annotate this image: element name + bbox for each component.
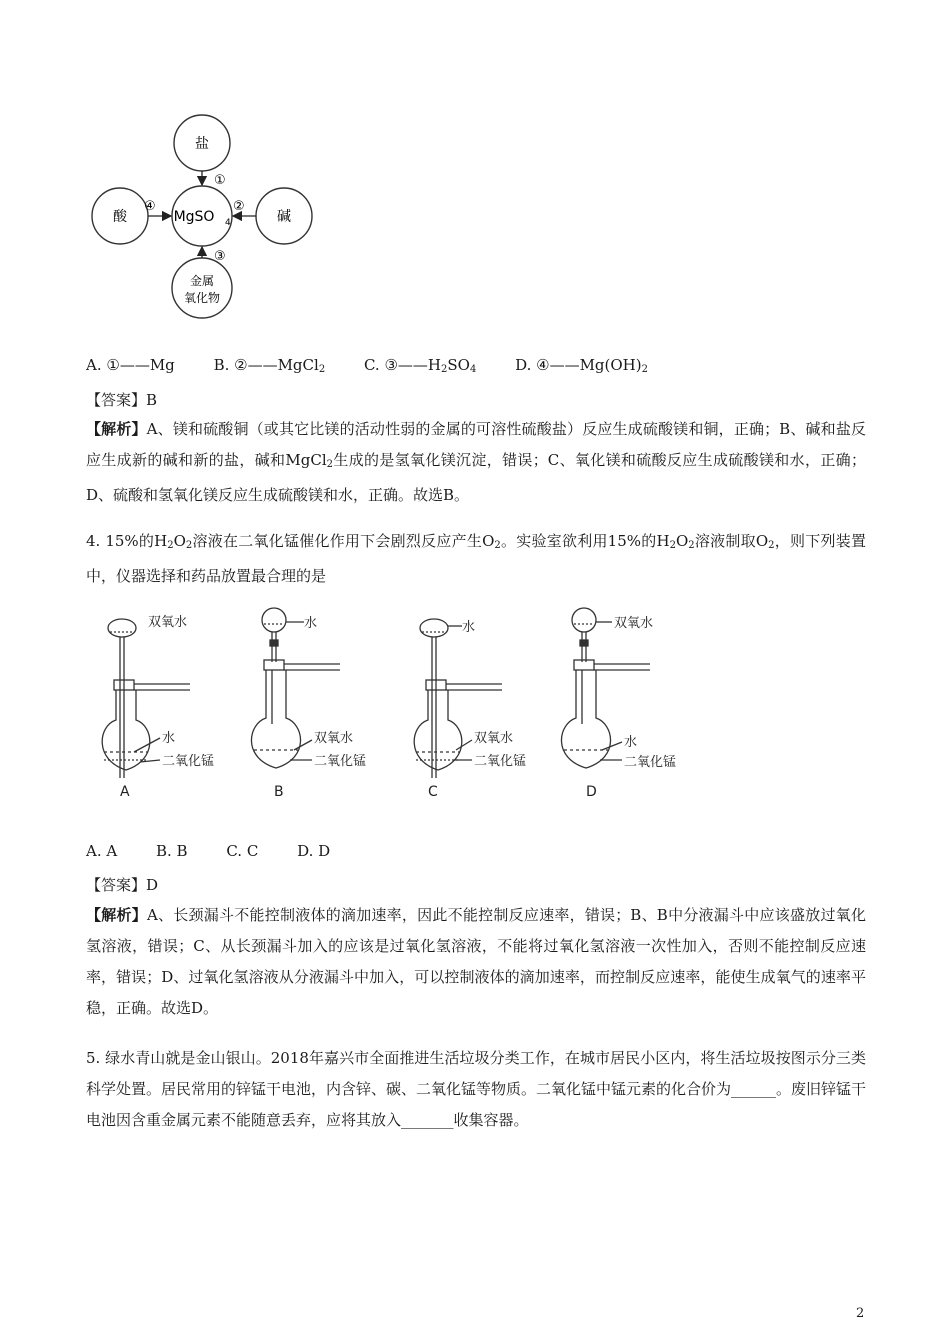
q4-answer	[86, 874, 158, 895]
answer-label: 【答案】	[86, 391, 147, 409]
q3-option-b: B. ②——MgCl$_2$	[213, 356, 326, 375]
center-subscript: 4	[225, 218, 231, 228]
apparatus-a-letter: A	[120, 784, 130, 800]
q3-option-c: C. $③——H_2SO_4$	[363, 356, 477, 375]
apparatus-b-top-label: 水	[304, 616, 318, 631]
apparatus-c-top-label: 水	[462, 620, 476, 635]
q4-analysis: 【解析】A、长颈漏斗不能控制液体的滴加速率，因此不能控制反应速率，错误；B、B中分液漏斗中应该盛放过氧化氢溶液，错误；C、从长颈漏斗加入的应该是过氧化氢溶液，不能将过氧化氢溶液一次性加入，否则不能控制反应速率，错误；D、过氧化氢溶液从分液漏斗中加入，可以控制液体的滴加速率，而控制反应速率，能使生成氧气的速率平稳，正确。故选D。	[86, 906, 866, 1017]
analysis-label: 【解析】	[86, 906, 147, 924]
page-number: 2	[856, 1306, 865, 1321]
apparatus-c-letter: C	[428, 784, 438, 800]
answer-value: B	[146, 391, 158, 409]
q4-option-b: B. B	[155, 842, 188, 860]
answer-value: D	[146, 876, 159, 894]
apparatus-b-label2: 二氧化锰	[314, 754, 367, 769]
arrow-label-1: ①	[214, 173, 226, 188]
apparatus-d-top-label: 双氧水	[614, 616, 654, 631]
acid-label: 酸	[113, 209, 127, 225]
salt-label: 盐	[195, 136, 209, 152]
q3-analysis: 【解析】A、镁和硫酸铜（或其它比镁的活动性弱的金属的可溶性硫酸盐）反应生成硫酸镁和铜，正确；B、碱和盐反应生成新的碱和新的盐，碱和MgCl$_2$生成的是氢氧化镁沉淀，错误；C、氧化镁和硫酸反应生成硫酸镁和水，正确；D、硫酸和氢氧化镁反应生成硫酸镁和水，正确。故选B。	[86, 420, 866, 504]
apparatus-a-top-label: 双氧水	[148, 615, 188, 630]
q3-option-a: A. ①——Mg	[86, 356, 175, 374]
mgso4-relation-diagram	[84, 110, 324, 335]
arrow-label-2: ②	[233, 199, 245, 214]
apparatus-figure	[90, 600, 710, 810]
apparatus-d-label2: 二氧化锰	[624, 755, 677, 770]
metal-oxide-line1: 金属	[189, 274, 215, 288]
q3-options	[86, 356, 682, 375]
apparatus-b-letter: B	[274, 784, 284, 800]
apparatus-a-label1: 水	[162, 731, 176, 746]
center-label: MgSO	[173, 209, 215, 225]
q5-text: 5. 绿水青山就是金山银山。2018年嘉兴市全面推进生活垃圾分类工作，在城市居民小区内，将生活垃圾按图示分三类科学处置。居民常用的锌锰干电池，内含锌、碳、二氧化锰等物质。二氧化锰中锰元素的化合价为______。废旧锌锰干电池因含重金属元素不能随意丢弃，应将其放入_______收集容器。	[86, 1049, 867, 1129]
base-label: 碱	[277, 209, 291, 225]
apparatus-d-letter: D	[586, 784, 597, 800]
metal-oxide-line2: 氧化物	[183, 291, 221, 305]
analysis-label: 【解析】	[86, 420, 147, 438]
q3-option-d: D. $④——Mg(OH)_2$	[515, 356, 648, 375]
q4-option-d: D. D	[297, 842, 331, 860]
answer-label: 【答案】	[86, 876, 147, 894]
q4-stem: 4. 15%的$H_2O_2$溶液在二氧化锰催化作用下会剧烈反应产生$O_2$。实验室欲利用15%的$H_2O_2$溶液制取$O_2$，则下列装置中，仪器选择和药品放置最合理的是	[86, 532, 866, 585]
q4-options	[86, 842, 364, 860]
q3-answer	[86, 389, 157, 410]
apparatus-c-label1: 双氧水	[474, 731, 514, 746]
apparatus-d-label1: 水	[624, 735, 638, 750]
q4-option-a: A. A	[86, 842, 118, 860]
apparatus-c-label2: 二氧化锰	[474, 754, 527, 769]
q4-option-c: C. C	[226, 842, 259, 860]
apparatus-a-label2: 二氧化锰	[162, 754, 215, 769]
arrow-label-3: ③	[214, 249, 226, 264]
node-metal-oxide	[172, 258, 232, 318]
apparatus-b-label1: 双氧水	[314, 731, 354, 746]
arrow-label-4: ④	[144, 199, 156, 214]
